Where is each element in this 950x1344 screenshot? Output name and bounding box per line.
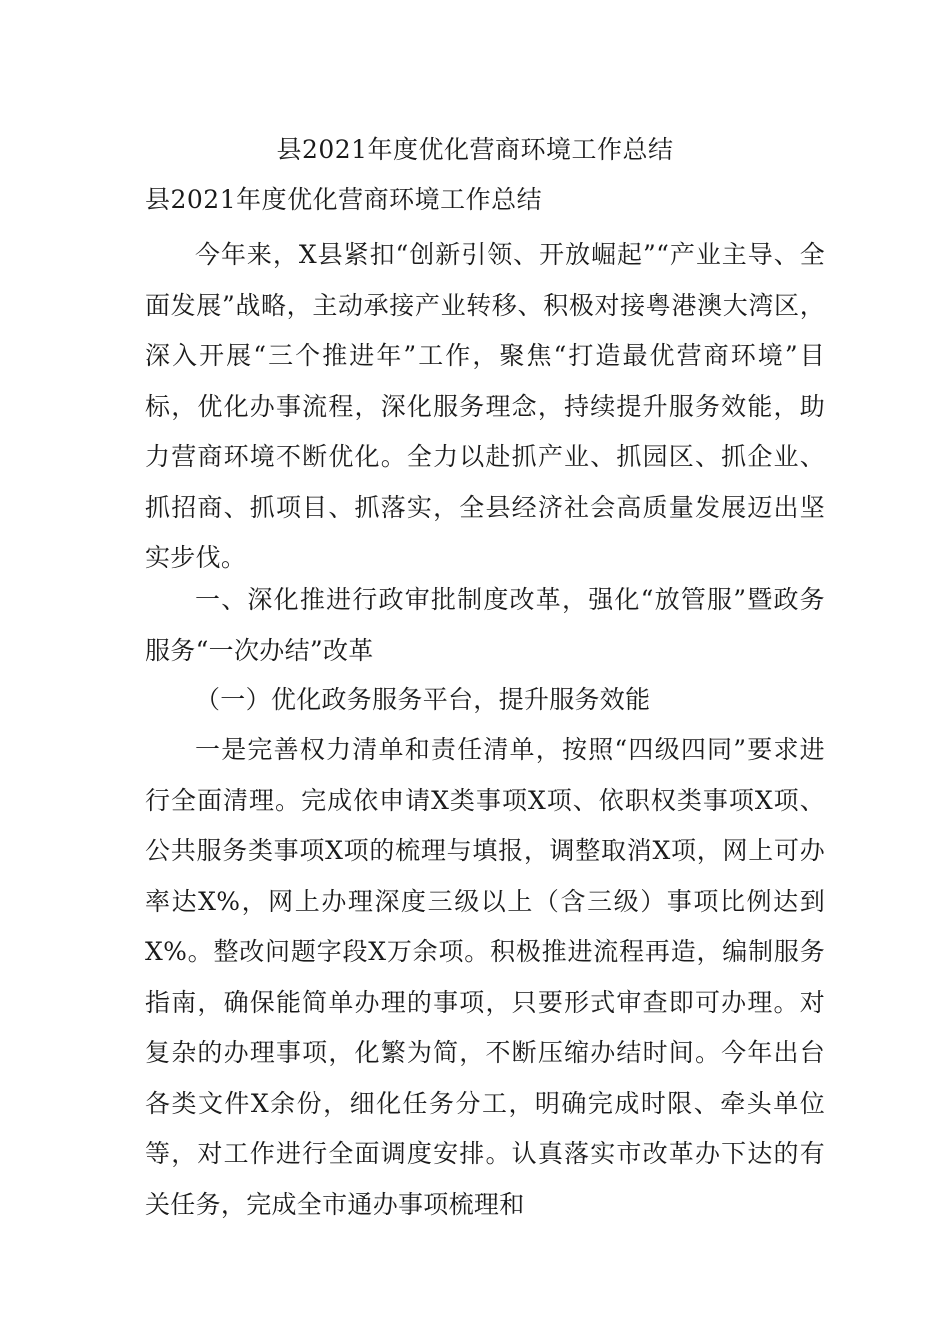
paragraph-intro: 今年来，X县紧扣“创新引领、开放崛起”“产业主导、全面发展”战略，主动承接产业转移、积极对接粤港澳大湾区，深入开展“三个推进年”工作，聚焦“打造最优营商环境”目标，优化办事流程，深化服务理念，持续提升服务效能，助力营商环境不断优化。全力以赴抓产业、抓园区、抓企业、抓招商、抓项目、抓落实，全县经济社会高质量发展迈出坚实步伐。 — [145, 240, 825, 572]
paragraph-body: 一是完善权力清单和责任清单，按照“四级四同”要求进行全面清理。完成依申请X类事项X项、依职权类事项X项、公共服务类事项X项的梳理与填报，调整取消X项，网上可办率达X%，网上办理深度三级以上（含三级）事项比例达到X%。整改问题字段X万余项。积极推进流程再造，编制服务指南，确保能简单办理的事项，只要形式审查即可办理。对复杂的办理事项，化繁为简，不断压缩办结时间。今年出台各类文件X余份，细化任务分工，明确完成时限、牵头单位等，对工作进行全面调度安排。认真落实市改革办下达的有关任务，完成全市通办事项梳理和 — [145, 735, 825, 1219]
document-title: 县2021年度优化营商环境工作总结 — [276, 135, 674, 164]
subsection-heading-1: （一）优化政务服务平台，提升服务效能 — [195, 685, 651, 714]
document-subtitle: 县2021年度优化营商环境工作总结 — [145, 185, 543, 214]
section-heading-1: 一、深化推进行政审批制度改革，强化“放管服”暨政务服务“一次办结”改革 — [145, 585, 825, 665]
